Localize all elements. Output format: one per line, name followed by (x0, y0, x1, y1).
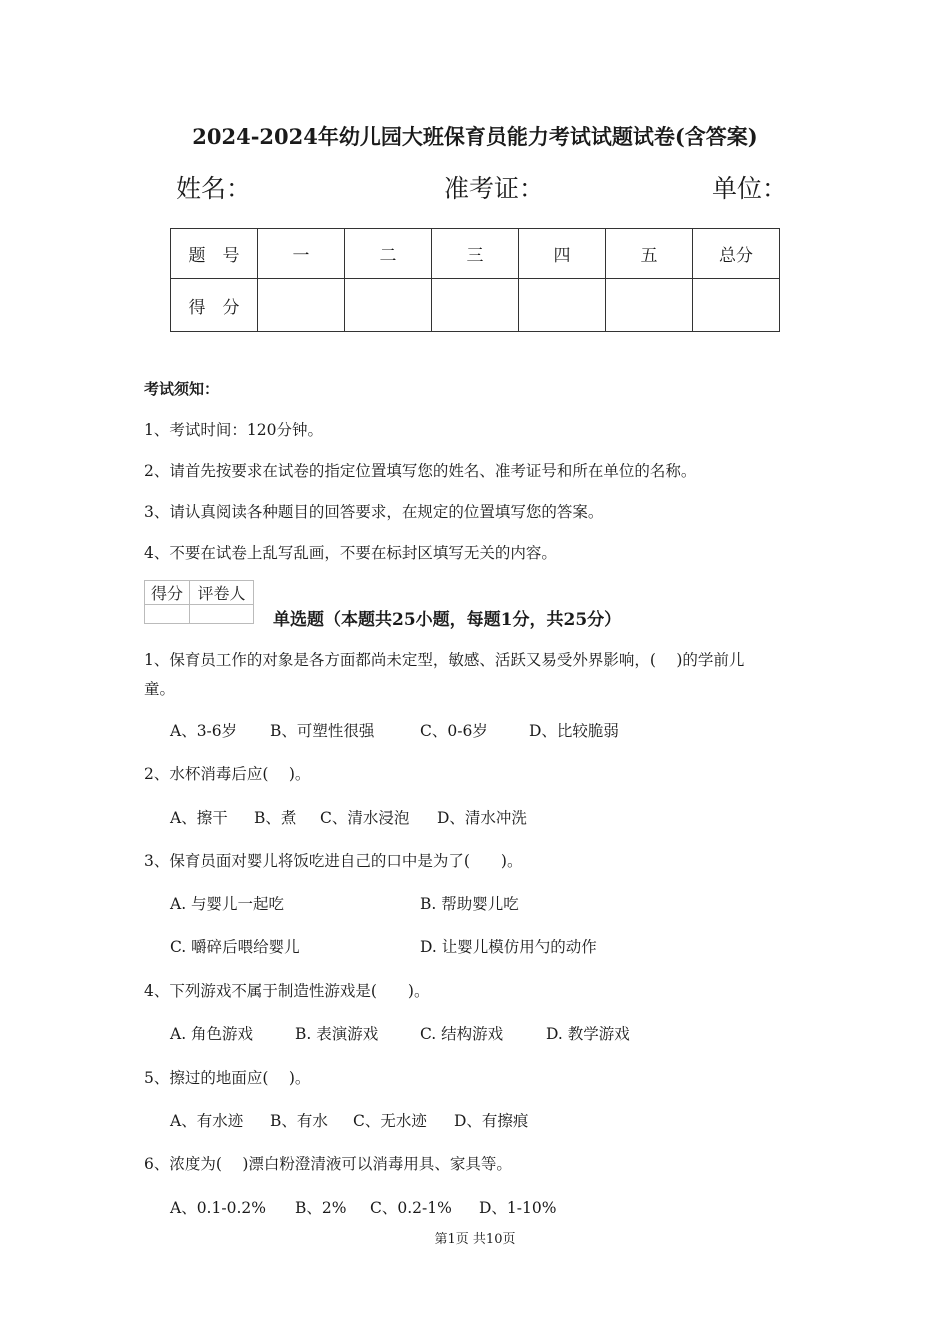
question-stem: 2、水杯消毒后应( )。 (144, 765, 311, 783)
option: B、2% (295, 1199, 347, 1217)
option: C、无水迹 (353, 1112, 427, 1130)
option: C. 嚼碎后喂给婴儿 (170, 938, 300, 956)
grader-score-label: 得分 (145, 581, 190, 605)
score-cell[interactable] (519, 279, 606, 332)
option: A、擦干 (170, 809, 228, 827)
grader-score-cell[interactable] (145, 605, 190, 624)
grader-name-label: 评卷人 (190, 581, 254, 605)
option: A、3-6岁 (170, 722, 238, 740)
score-cell[interactable] (345, 279, 432, 332)
score-table-score-row (171, 279, 780, 332)
option: C、0.2-1% (370, 1199, 452, 1217)
score-row-label: 得 分 (171, 279, 258, 332)
option: D. 让婴儿模仿用勺的动作 (420, 938, 597, 956)
score-table (170, 228, 780, 332)
option: B. 表演游戏 (295, 1025, 379, 1043)
notice-item: 3、请认真阅读各种题目的回答要求，在规定的位置填写您的答案。 (144, 503, 604, 521)
option: D. 教学游戏 (546, 1025, 630, 1043)
question-stem: 3、保育员面对婴儿将饭吃进自己的口中是为了( )。 (144, 852, 523, 870)
question-stem-continued: 童。 (144, 680, 176, 698)
option: B. 帮助婴儿吃 (420, 895, 519, 913)
score-table-header: 五 (606, 229, 693, 279)
unit-label: 单位： (712, 174, 788, 203)
option: A、0.1-0.2% (170, 1199, 266, 1217)
option: A. 与婴儿一起吃 (170, 895, 285, 913)
section-title: 单选题（本题共25小题，每题1分，共25分） (273, 610, 622, 630)
option: C、清水浸泡 (320, 809, 410, 827)
score-table-header: 二 (345, 229, 432, 279)
exam-id-label: 准考证： (444, 174, 545, 203)
option: A. 角色游戏 (170, 1025, 254, 1043)
notice-item: 1、考试时间：120分钟。 (144, 421, 323, 439)
score-cell[interactable] (258, 279, 345, 332)
name-label: 姓名： (176, 174, 252, 203)
option: B、可塑性很强 (270, 722, 375, 740)
score-table-header: 一 (258, 229, 345, 279)
score-table-header: 总分 (693, 229, 780, 279)
notice-item: 2、请首先按要求在试卷的指定位置填写您的姓名、准考证号和所在单位的名称。 (144, 462, 697, 480)
score-table-header: 题 号 (171, 229, 258, 279)
grader-box (144, 580, 254, 624)
score-table-header-row (171, 229, 780, 279)
notice-item: 4、不要在试卷上乱写乱画，不要在标封区填写无关的内容。 (144, 544, 557, 562)
option: D、比较脆弱 (529, 722, 619, 740)
score-cell[interactable] (693, 279, 780, 332)
question-stem: 4、下列游戏不属于制造性游戏是( )。 (144, 982, 430, 1000)
option: C. 结构游戏 (420, 1025, 504, 1043)
score-table-header: 三 (432, 229, 519, 279)
score-table-header: 四 (519, 229, 606, 279)
option: D、1-10% (479, 1199, 557, 1217)
option: D、清水冲洗 (437, 809, 527, 827)
page-footer: 第1页 共10页 (434, 1232, 516, 1247)
option: B、煮 (254, 809, 297, 827)
grader-name-cell[interactable] (190, 605, 254, 624)
question-stem: 1、保育员工作的对象是各方面都尚未定型，敏感、活跃又易受外界影响，( )的学前儿 (144, 651, 745, 669)
question-stem: 6、浓度为( )漂白粉澄清液可以消毒用具、家具等。 (144, 1155, 512, 1173)
option: A、有水迹 (170, 1112, 244, 1130)
option: B、有水 (270, 1112, 328, 1130)
page-title: 2024-2024年幼儿园大班保育员能力考试试题试卷(含答案) (192, 124, 758, 149)
question-stem: 5、擦过的地面应( )。 (144, 1069, 311, 1087)
notice-title: 考试须知： (144, 380, 220, 398)
option: C、0-6岁 (420, 722, 488, 740)
score-cell[interactable] (432, 279, 519, 332)
option: D、有擦痕 (454, 1112, 529, 1130)
score-cell[interactable] (606, 279, 693, 332)
